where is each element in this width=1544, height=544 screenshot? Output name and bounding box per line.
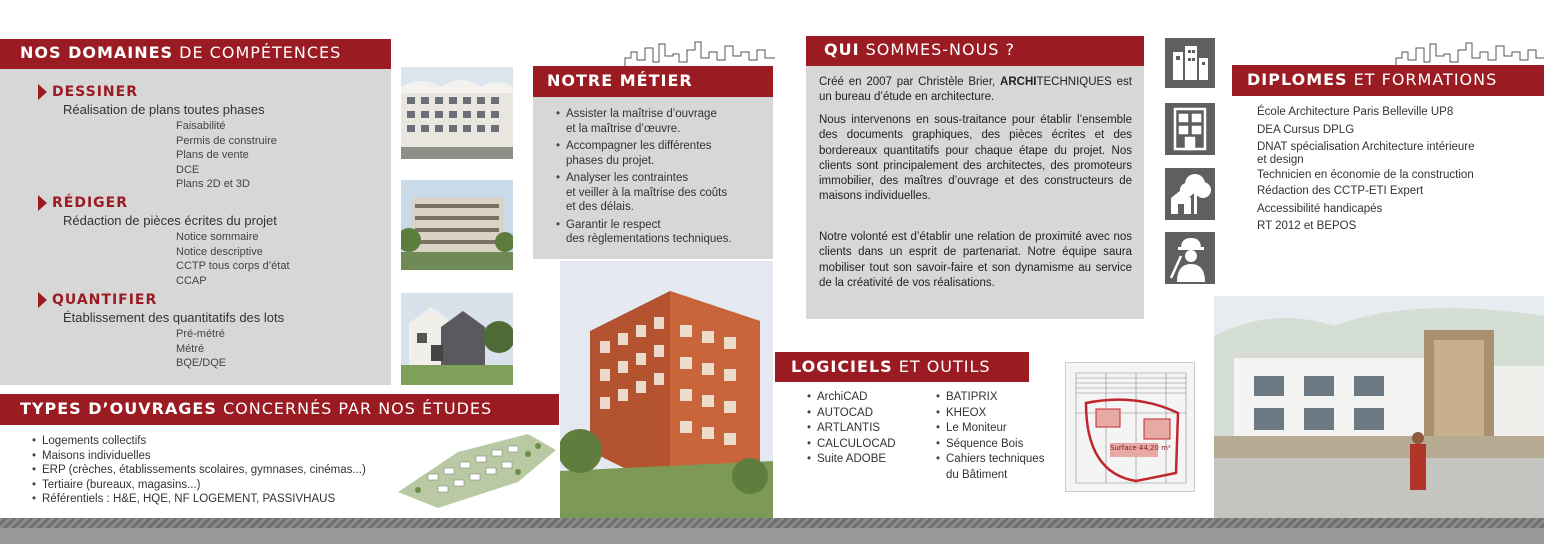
red-building-photo	[560, 261, 773, 518]
list-item: Accessibilité handicapés	[1257, 202, 1383, 215]
types-list	[32, 434, 366, 507]
footer-stripe	[0, 518, 1544, 528]
list-item: DEA Cursus DPLG	[1257, 123, 1355, 136]
metier-list	[556, 107, 766, 247]
masterplan-illustration	[398, 432, 558, 510]
list-item: • Garantir le respect des règlementations techniques.	[556, 218, 766, 247]
list-item: • Maisons individuelles	[32, 449, 366, 464]
list-item: • CALCULOCAD	[807, 437, 896, 453]
logiciels-list-1	[807, 390, 896, 468]
section-quantifier: QUANTIFIER Établissement des quantitatifs des lots Pré-métré Métré BQE/DQE	[38, 292, 284, 371]
logiciels-title: LOGICIELS ET OUTILS	[775, 352, 1029, 382]
list-item: • Le Moniteur	[936, 421, 1044, 437]
list-item: • ERP (crèches, établissements scolaires, gymnases, cinémas...)	[32, 463, 366, 478]
house-photo	[401, 293, 513, 385]
list-item: Technicien en économie de la construction	[1257, 169, 1474, 181]
qui-title: QUI SOMMES-NOUS ?	[806, 36, 1144, 66]
list-item-continued: du Bâtiment	[946, 468, 1008, 481]
list-item: • Logements collectifs	[32, 434, 366, 449]
list-item: • KHEOX	[936, 406, 1044, 422]
diplomes-title: DIPLOMES ET FORMATIONS	[1232, 65, 1544, 96]
plan-surface-label: Surface 44,20 m²	[1110, 444, 1171, 452]
footer-band	[0, 528, 1544, 544]
triangle-icon	[38, 292, 47, 308]
metier-title: NOTRE MÉTIER	[533, 66, 773, 97]
diplomes-list	[1257, 104, 1537, 236]
list-item: École Architecture Paris Belleville UP8	[1257, 106, 1454, 118]
list-item: • ArchiCAD	[807, 390, 896, 406]
list-item: • Assister la maîtrise d’ouvrage et la maîtrise d’œuvre.	[556, 107, 766, 136]
list-item: • Référentiels : H&E, HQE, NF LOGEMENT, PASSIVHAUS	[32, 492, 366, 507]
house-tree-icon	[1165, 168, 1215, 220]
triangle-icon	[38, 195, 47, 211]
floor-plan-image	[1065, 362, 1195, 492]
list-item: • Cahiers techniques	[936, 452, 1044, 468]
list-item: DNAT spécialisation Architecture intérieure	[1257, 141, 1475, 153]
list-item: • AUTOCAD	[807, 406, 896, 422]
list-item: • BATIPRIX	[936, 390, 1044, 406]
section-rediger: RÉDIGER Rédaction de pièces écrites du projet Notice sommaire Notice descriptive CCTP tous corps d’état CCAP	[38, 195, 290, 288]
qui-paragraph-3: Notre volonté est d’établir une relation de proximité avec nos clients dans un esprit de partenariat. Notre équipe saura mobiliser tout son savoir-faire et son dynamisme au service de la créativité de vos réalisations.	[819, 231, 1132, 289]
list-item: • Analyser les contraintes et veiller à la maîtrise des coûts et des délais.	[556, 171, 766, 215]
list-item: • Séquence Bois	[936, 437, 1044, 453]
building-icon	[1165, 103, 1215, 155]
building-photo-1	[401, 67, 513, 159]
types-title: TYPES D’OUVRAGES CONCERNÉS PAR NOS ÉTUDES	[0, 394, 559, 425]
list-item: • Tertiaire (bureaux, magasins...)	[32, 478, 366, 493]
list-item: • Suite ADOBE	[807, 452, 896, 468]
building-photo-2	[401, 180, 513, 270]
skyline-illustration	[615, 40, 775, 68]
competences-title: NOS DOMAINES DE COMPÉTENCES	[0, 39, 391, 69]
list-item-continued: et design	[1257, 154, 1304, 166]
worker-icon	[1165, 232, 1215, 284]
modern-building-photo	[1214, 296, 1544, 520]
section-dessiner: DESSINER Réalisation de plans toutes phases Faisabilité Permis de construire Plans de vente DCE Plans 2D et 3D	[38, 84, 277, 192]
qui-paragraph-1: Créé en 2007 par Christèle Brier, ARCHITECHNIQUES est un bureau d’étude en architecture.	[819, 76, 1133, 104]
list-item: • Accompagner les différentes phases du projet.	[556, 139, 766, 168]
city-icon	[1165, 38, 1215, 88]
logiciels-list-2	[936, 390, 1044, 484]
triangle-icon	[38, 84, 47, 100]
list-item: RT 2012 et BEPOS	[1257, 220, 1357, 232]
list-item: Rédaction des CCTP-ETI Expert	[1257, 185, 1424, 197]
list-item: • ARTLANTIS	[807, 421, 896, 437]
qui-paragraph-2: Nous intervenons en sous-traitance pour établir l’ensemble des documents graphiques, des pièces écrites et des bordereaux quantitatifs pour chaque étape du projet. Nos clients sont principalement des architectes, des promoteurs immobilier, des maîtres d’ouvrage et des constructeurs de maisons individuelles.	[819, 114, 1132, 203]
